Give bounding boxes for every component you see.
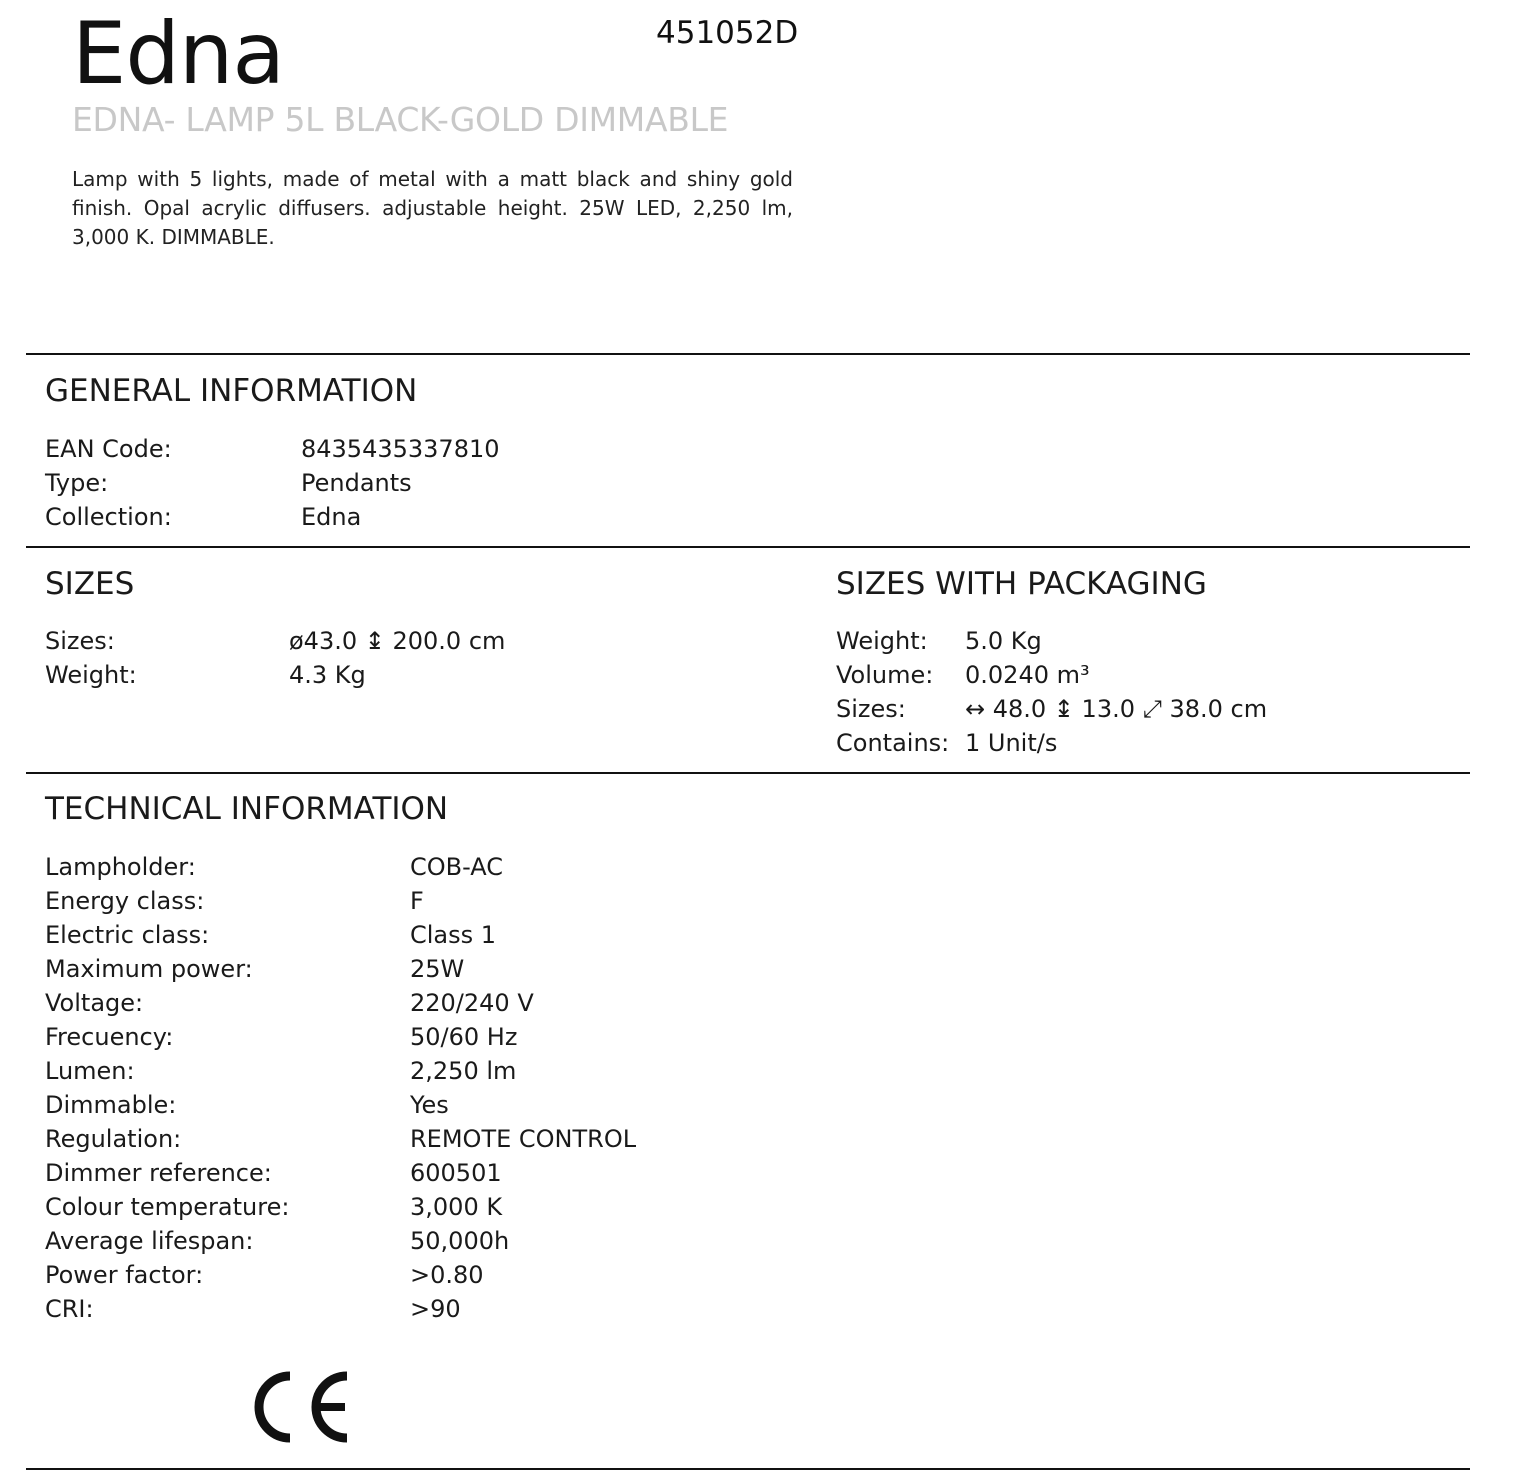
- technical-label: Dimmer reference:: [45, 1159, 272, 1187]
- packaging-value: ↔ 48.0 ↨ 13.0 ⤢ 38.0 cm: [965, 695, 1268, 723]
- technical-label: Frecuency:: [45, 1023, 174, 1051]
- technical-label: Voltage:: [45, 989, 144, 1017]
- ce-mark-icon: [252, 1368, 350, 1446]
- technical-value: F: [410, 887, 424, 915]
- section-divider: [26, 546, 1470, 548]
- technical-value: Class 1: [410, 921, 497, 949]
- packaging-label: Weight:: [836, 627, 928, 655]
- technical-value: 25W: [410, 955, 465, 983]
- technical-label: Electric class:: [45, 921, 210, 949]
- technical-info-title: TECHNICAL INFORMATION: [45, 791, 449, 827]
- technical-label: CRI:: [45, 1295, 94, 1323]
- packaging-value: 1 Unit/s: [965, 729, 1058, 757]
- general-info-title: GENERAL INFORMATION: [45, 373, 418, 409]
- packaging-label: Sizes:: [836, 695, 906, 723]
- general-value: Edna: [301, 503, 362, 531]
- technical-label: Power factor:: [45, 1261, 204, 1289]
- technical-value: >90: [410, 1295, 461, 1323]
- technical-label: Energy class:: [45, 887, 205, 915]
- general-label: Type:: [45, 469, 109, 497]
- technical-value: >0.80: [410, 1261, 484, 1289]
- technical-value: Yes: [410, 1091, 449, 1119]
- technical-value: COB-AC: [410, 853, 503, 881]
- general-label: EAN Code:: [45, 435, 172, 463]
- technical-label: Dimmable:: [45, 1091, 177, 1119]
- packaging-title: SIZES WITH PACKAGING: [836, 566, 1207, 602]
- product-subtitle: EDNA- LAMP 5L BLACK-GOLD DIMMABLE: [72, 100, 729, 139]
- technical-value: REMOTE CONTROL: [410, 1125, 637, 1153]
- general-label: Collection:: [45, 503, 172, 531]
- technical-value: 50/60 Hz: [410, 1023, 518, 1051]
- packaging-label: Contains:: [836, 729, 950, 757]
- sizes-label: Sizes:: [45, 627, 115, 655]
- product-name: Edna: [72, 4, 285, 104]
- packaging-value: 5.0 Kg: [965, 627, 1042, 655]
- sizes-title: SIZES: [45, 566, 135, 602]
- general-value: Pendants: [301, 469, 412, 497]
- technical-value: 50,000h: [410, 1227, 510, 1255]
- technical-label: Average lifespan:: [45, 1227, 254, 1255]
- technical-value: 220/240 V: [410, 989, 534, 1017]
- product-reference: 451052D: [656, 15, 799, 51]
- general-value: 8435435337810: [301, 435, 500, 463]
- bottom-divider: [26, 1468, 1470, 1470]
- technical-value: 2,250 lm: [410, 1057, 517, 1085]
- product-description: Lamp with 5 lights, made of metal with a matt black and shiny gold finish. Opal acrylic diffusers. adjustable height. 25W LED, 2,250 lm, 3,000 K. DIMMABLE.: [72, 167, 793, 249]
- section-divider: [26, 772, 1470, 774]
- technical-label: Maximum power:: [45, 955, 253, 983]
- packaging-value: 0.0240 m³: [965, 661, 1090, 689]
- technical-value: 3,000 K: [410, 1193, 503, 1221]
- sizes-value: 4.3 Kg: [289, 661, 366, 689]
- packaging-label: Volume:: [836, 661, 934, 689]
- technical-label: Lampholder:: [45, 853, 196, 881]
- technical-label: Colour temperature:: [45, 1193, 290, 1221]
- sizes-label: Weight:: [45, 661, 137, 689]
- section-divider: [26, 353, 1470, 355]
- technical-label: Regulation:: [45, 1125, 182, 1153]
- technical-value: 600501: [410, 1159, 502, 1187]
- sizes-value: ø43.0 ↨ 200.0 cm: [289, 627, 506, 655]
- technical-label: Lumen:: [45, 1057, 135, 1085]
